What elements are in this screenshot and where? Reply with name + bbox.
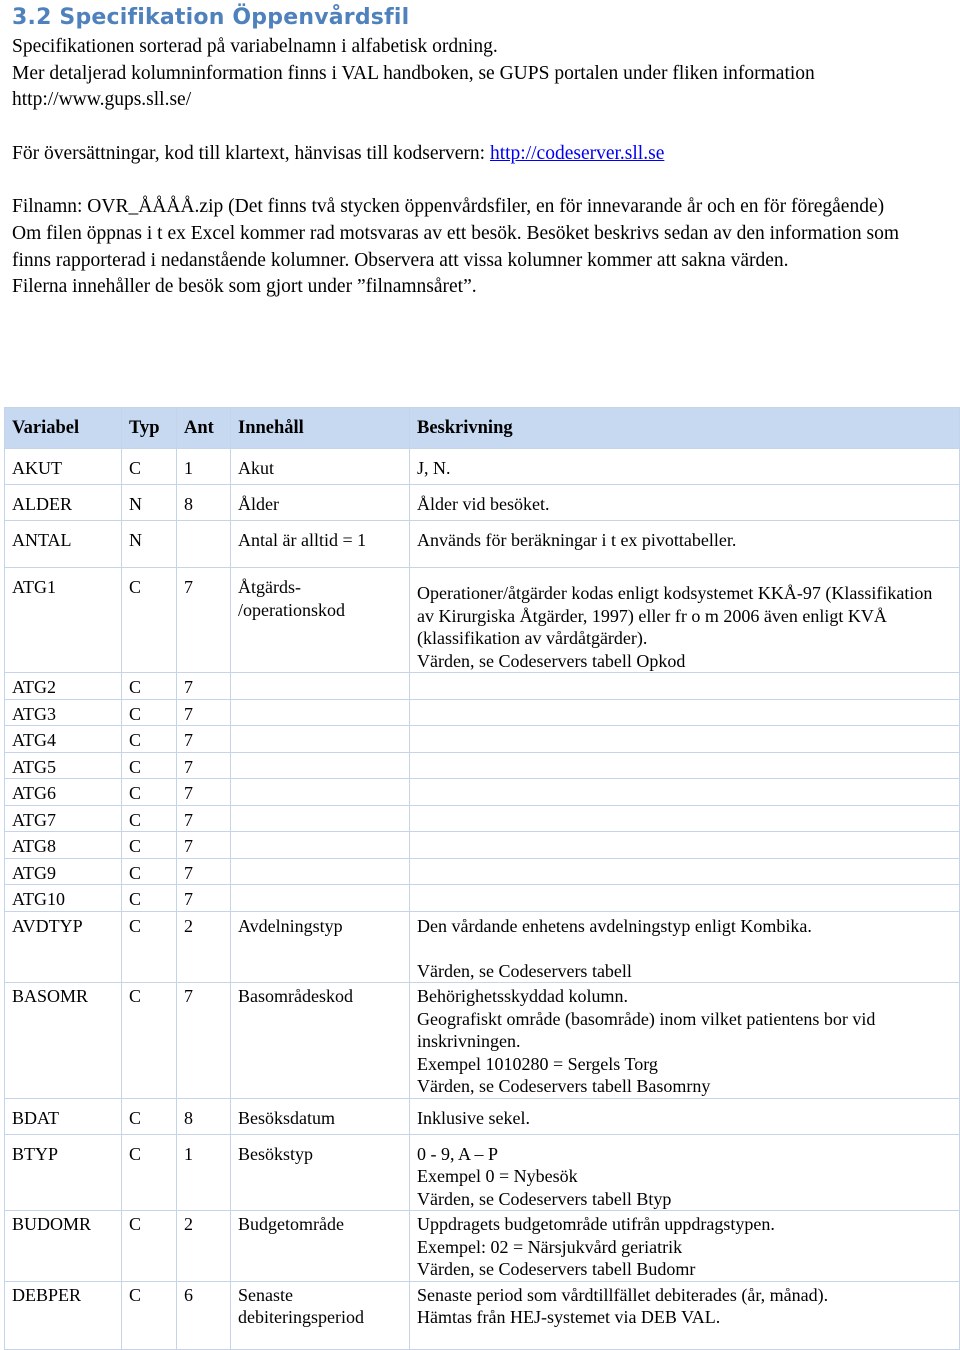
- cell-ant: 7: [177, 832, 231, 859]
- cell-variabel: ALDER: [5, 485, 122, 521]
- cell-typ: C: [122, 1098, 177, 1134]
- cell-ant: 1: [177, 449, 231, 485]
- cell-typ: N: [122, 485, 177, 521]
- cell-variabel: AKUT: [5, 449, 122, 485]
- table-row: [5, 858, 960, 885]
- intro-text: [12, 34, 942, 301]
- cell-variabel: ATG10: [5, 885, 122, 912]
- cell-ant: 1: [177, 1134, 231, 1211]
- cell-ant: 7: [177, 805, 231, 832]
- cell-variabel: BTYP: [5, 1134, 122, 1211]
- cell-variabel: BASOMR: [5, 983, 122, 1099]
- table-row: [5, 911, 960, 983]
- cell-innehall: Senaste debiteringsperiod: [231, 1281, 410, 1349]
- header-innehall: Innehåll: [231, 408, 410, 449]
- cell-typ: C: [122, 832, 177, 859]
- cell-typ: C: [122, 885, 177, 912]
- cell-typ: C: [122, 911, 177, 983]
- cell-innehall: Besökstyp: [231, 1134, 410, 1211]
- cell-beskrivning: [410, 699, 960, 726]
- table-row: [5, 673, 960, 700]
- cell-beskrivning: [410, 673, 960, 700]
- cell-variabel: BUDOMR: [5, 1211, 122, 1282]
- cell-ant: 7: [177, 568, 231, 673]
- table-row: [5, 752, 960, 779]
- codeserver-text: För översättningar, kod till klartext, hänvisas till kodservern:: [12, 142, 490, 164]
- cell-ant: 7: [177, 699, 231, 726]
- cell-typ: C: [122, 983, 177, 1099]
- cell-beskrivning: [410, 858, 960, 885]
- table-header-row: [5, 408, 960, 449]
- table-row: [5, 885, 960, 912]
- table-row: [5, 726, 960, 753]
- cell-beskrivning: Uppdragets budgetområde utifrån uppdragstypen. Exempel: 02 = Närsjukvård geriatrik Värden, se Codeservers tabell Budomr: [410, 1211, 960, 1282]
- table-row: [5, 832, 960, 859]
- cell-beskrivning: [410, 832, 960, 859]
- cell-innehall: Avdelningstyp: [231, 911, 410, 983]
- cell-variabel: ATG1: [5, 568, 122, 673]
- cell-ant: 7: [177, 858, 231, 885]
- cell-typ: C: [122, 779, 177, 806]
- cell-ant: 7: [177, 983, 231, 1099]
- codeserver-link[interactable]: http://codeserver.sll.se: [489, 142, 665, 164]
- cell-typ: C: [122, 568, 177, 673]
- table-row: [5, 449, 960, 485]
- cell-innehall: [231, 779, 410, 806]
- cell-innehall: [231, 832, 410, 859]
- cell-innehall: Besöksdatum: [231, 1098, 410, 1134]
- cell-beskrivning: Inklusive sekel.: [410, 1098, 960, 1134]
- cell-variabel: DEBPER: [5, 1281, 122, 1349]
- header-typ: Typ: [122, 408, 177, 449]
- cell-beskrivning: Behörighetsskyddad kolumn. Geografiskt område (basområde) inom vilket patientens bor vid inskrivningen. Exempel 1010280 = Sergels Torg Värden, se Codeservers tabell Basomrny: [410, 983, 960, 1099]
- intro-excel-line: Om filen öppnas i t ex Excel kommer rad motsvaras av ett besök. Besöket beskrivs sedan av den information som finns rapporterad i nedanstående kolumner. Observera att vissa kolumner kommer att sakna värden.: [12, 222, 900, 271]
- section-heading: 3.2 Specifikation Öppenvårdsfil: [12, 5, 410, 30]
- cell-beskrivning: [410, 726, 960, 753]
- intro-gups-url: http://www.gups.sll.se/: [12, 89, 192, 111]
- cell-variabel: ANTAL: [5, 521, 122, 568]
- cell-typ: C: [122, 673, 177, 700]
- cell-variabel: ATG9: [5, 858, 122, 885]
- cell-typ: C: [122, 858, 177, 885]
- cell-beskrivning: [410, 805, 960, 832]
- cell-beskrivning: J, N.: [410, 449, 960, 485]
- cell-innehall: Basområdeskod: [231, 983, 410, 1099]
- intro-filename-line: Filnamn: OVR_ÅÅÅÅ.zip (Det finns två stycken öppenvårdsfiler, en för innevarande år och en för föregående): [12, 196, 885, 218]
- intro-sort-line: Specifikationen sorterad på variabelnamn i alfabetisk ordning.: [12, 36, 498, 57]
- cell-beskrivning: [410, 885, 960, 912]
- cell-typ: N: [122, 521, 177, 568]
- cell-variabel: ATG8: [5, 832, 122, 859]
- table-row: [5, 1134, 960, 1211]
- cell-variabel: AVDTYP: [5, 911, 122, 983]
- cell-ant: 7: [177, 673, 231, 700]
- cell-variabel: ATG5: [5, 752, 122, 779]
- cell-variabel: ATG2: [5, 673, 122, 700]
- cell-ant: 6: [177, 1281, 231, 1349]
- cell-variabel: ATG7: [5, 805, 122, 832]
- table-row: [5, 1281, 960, 1349]
- cell-innehall: [231, 726, 410, 753]
- cell-ant: 8: [177, 485, 231, 521]
- table-row: [5, 779, 960, 806]
- cell-innehall: [231, 752, 410, 779]
- cell-innehall: [231, 858, 410, 885]
- table-row: [5, 1098, 960, 1134]
- intro-filnamnsar-line: Filerna innehåller de besök som gjort under ”filnamnsåret”.: [12, 276, 477, 298]
- cell-beskrivning: Den vårdande enhetens avdelningstyp enligt Kombika. Värden, se Codeservers tabell: [410, 911, 960, 983]
- cell-variabel: ATG4: [5, 726, 122, 753]
- cell-innehall: [231, 885, 410, 912]
- cell-innehall: Åtgärds- /operationskod: [231, 568, 410, 673]
- cell-innehall: [231, 805, 410, 832]
- intro-handbook-line: Mer detaljerad kolumninformation finns i VAL handboken, se GUPS portalen under fliken information: [12, 62, 815, 84]
- table-row: [5, 699, 960, 726]
- header-variabel: Variabel: [5, 408, 122, 449]
- cell-typ: C: [122, 1281, 177, 1349]
- cell-ant: [177, 521, 231, 568]
- cell-innehall: [231, 673, 410, 700]
- cell-typ: C: [122, 726, 177, 753]
- cell-beskrivning: Ålder vid besöket.: [410, 485, 960, 521]
- table-row: [5, 568, 960, 673]
- table-row: [5, 485, 960, 521]
- cell-beskrivning: [410, 779, 960, 806]
- cell-ant: 2: [177, 1211, 231, 1282]
- cell-beskrivning: Senaste period som vårdtillfället debiterades (år, månad). Hämtas från HEJ-systemet via DEB VAL.: [410, 1281, 960, 1349]
- specification-table: [4, 407, 960, 1350]
- cell-typ: C: [122, 1134, 177, 1211]
- cell-typ: C: [122, 699, 177, 726]
- cell-ant: 7: [177, 752, 231, 779]
- cell-innehall: Budgetområde: [231, 1211, 410, 1282]
- header-ant: Ant: [177, 408, 231, 449]
- cell-beskrivning: Operationer/åtgärder kodas enligt kodsystemet KKÅ-97 (Klassifikation av Kirurgiska Åtgärder, 1997) eller fr o m 2006 även enligt KVÅ (klassifikation av vårdåtgärder). Värden, se Codeservers tabell Opkod: [410, 568, 960, 673]
- cell-innehall: Antal är alltid = 1: [231, 521, 410, 568]
- cell-innehall: [231, 699, 410, 726]
- cell-beskrivning: [410, 752, 960, 779]
- intro-codeserver-line: [12, 141, 942, 168]
- cell-ant: 7: [177, 726, 231, 753]
- header-beskrivning: Beskrivning: [410, 408, 960, 449]
- table-row: [5, 805, 960, 832]
- cell-typ: C: [122, 1211, 177, 1282]
- cell-beskrivning: 0 - 9, A – P Exempel 0 = Nybesök Värden, se Codeservers tabell Btyp: [410, 1134, 960, 1211]
- cell-ant: 2: [177, 911, 231, 983]
- cell-variabel: ATG6: [5, 779, 122, 806]
- cell-innehall: Ålder: [231, 485, 410, 521]
- cell-typ: C: [122, 752, 177, 779]
- cell-ant: 7: [177, 885, 231, 912]
- cell-typ: C: [122, 449, 177, 485]
- table-row: [5, 1211, 960, 1282]
- cell-variabel: ATG3: [5, 699, 122, 726]
- cell-ant: 8: [177, 1098, 231, 1134]
- cell-innehall: Akut: [231, 449, 410, 485]
- cell-ant: 7: [177, 779, 231, 806]
- cell-typ: C: [122, 805, 177, 832]
- table-row: [5, 983, 960, 1099]
- table-row: [5, 521, 960, 568]
- cell-beskrivning: Används för beräkningar i t ex pivottabeller.: [410, 521, 960, 568]
- cell-variabel: BDAT: [5, 1098, 122, 1134]
